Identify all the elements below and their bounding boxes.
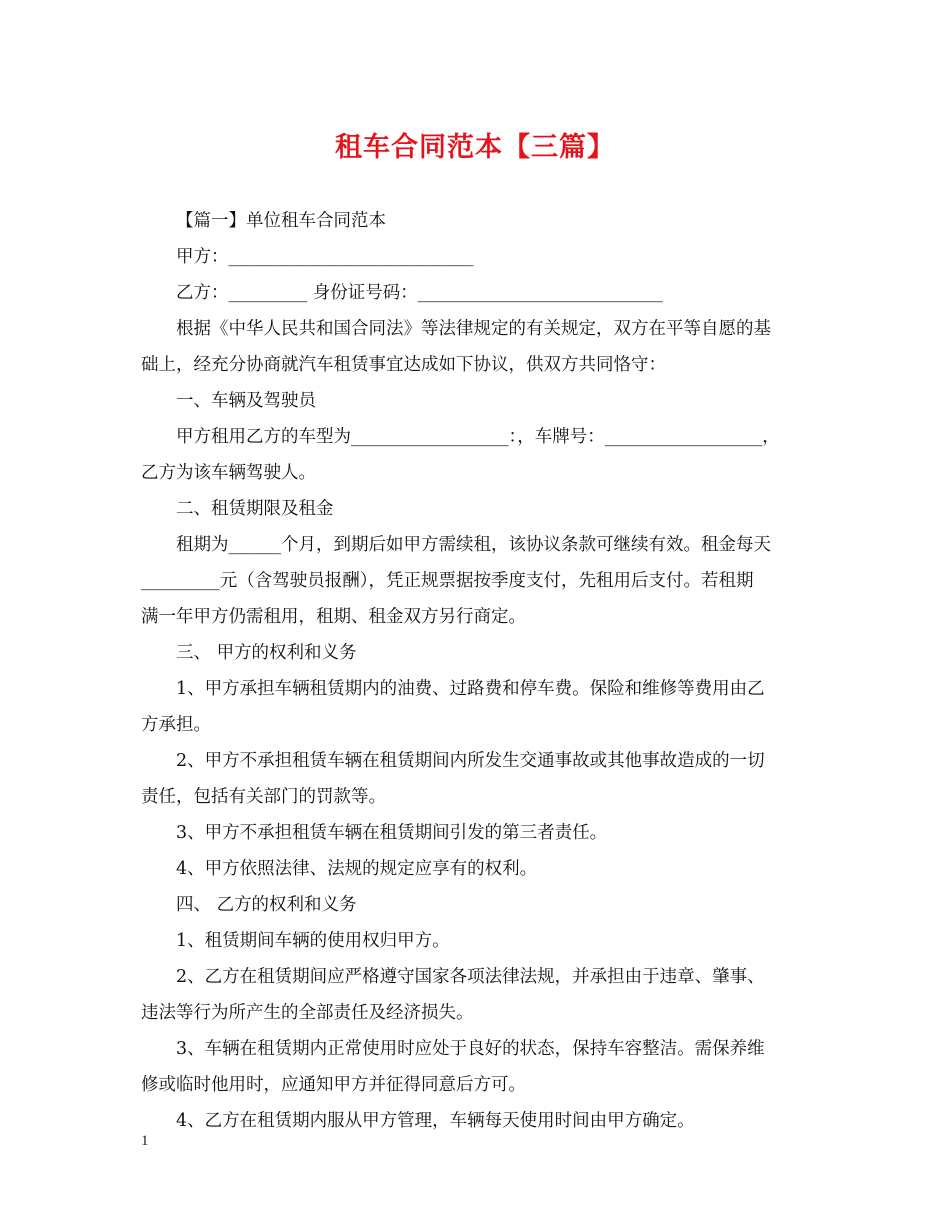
intro-paragraph-line-1: 根据《中华人民共和国合同法》等法律规定的有关规定，双方在平等自愿的基 xyxy=(176,319,771,339)
party-a-duty-4: 4、甲方依照法律、法规的规定应享有的权利。 xyxy=(176,859,538,879)
party-a-duty-2-line-1: 2、甲方不承担租赁车辆在租赁期间内所发生交通事故或其他事故造成的一切 xyxy=(176,751,765,771)
party-a-duty-2-line-2: 责任，包括有关部门的罚款等。 xyxy=(141,787,386,807)
vehicle-clause-line-2: 乙方为该车辆驾驶人。 xyxy=(141,463,316,483)
party-a-duty-1-line-1: 1、甲方承担车辆租赁期内的油费、过路费和停车费。保险和维修等费用由乙 xyxy=(176,679,765,699)
clause-heading-1: 一、车辆及驾驶员 xyxy=(176,391,316,411)
clause-heading-2: 二、租赁期限及租金 xyxy=(176,499,334,519)
party-a-line: 甲方：____________________________ xyxy=(176,247,474,267)
party-b-duty-2-line-1: 2、乙方在租赁期间应严格遵守国家各项法律法规，并承担由于违章、肇事、 xyxy=(176,967,765,987)
party-b-duty-4: 4、乙方在租赁期内服从甲方管理，车辆每天使用时间由甲方确定。 xyxy=(176,1111,695,1131)
clause-heading-3: 三、 甲方的权利和义务 xyxy=(176,643,357,663)
lease-term-line-3: 满一年甲方仍需租用，租期、租金双方另行商定。 xyxy=(141,607,526,627)
clause-heading-4: 四、 乙方的权利和义务 xyxy=(176,895,357,915)
party-b-duty-1: 1、租赁期间车辆的使用权归甲方。 xyxy=(176,931,450,951)
lease-term-line-2: _________元（含驾驶员报酬），凭正规票据按季度支付，先租用后支付。若租期 xyxy=(141,571,754,591)
party-b-duty-2-line-2: 违法等行为所产生的全部责任及经济损失。 xyxy=(141,1003,474,1023)
vehicle-clause-line-1: 甲方租用乙方的车型为__________________：，车牌号：__________________， xyxy=(176,427,780,447)
section-heading-part-one: 【篇一】单位租车合同范本 xyxy=(176,211,386,231)
party-a-duty-1-line-2: 方承担。 xyxy=(141,715,211,735)
party-a-duty-3: 3、甲方不承担租赁车辆在租赁期间引发的第三者责任。 xyxy=(176,823,608,843)
intro-paragraph-line-2: 础上，经充分协商就汽车租赁事宜达成如下协议，供双方共同恪守： xyxy=(141,355,666,375)
party-b-duty-3-line-2: 修或临时他用时，应通知甲方并征得同意后方可。 xyxy=(141,1075,526,1095)
document-title: 租车合同范本【三篇】 xyxy=(335,132,615,163)
document-body xyxy=(141,203,811,1139)
page-number: 1 xyxy=(141,1133,149,1149)
party-b-duty-3-line-1: 3、车辆在租赁期内正常使用时应处于良好的状态，保持车容整洁。需保养维 xyxy=(176,1039,765,1059)
party-b-line: 乙方：_________ 身份证号码：____________________________ xyxy=(176,283,663,303)
lease-term-line-1: 租期为______个月，到期后如甲方需续租，该协议条款可继续有效。租金每天 xyxy=(176,535,771,555)
